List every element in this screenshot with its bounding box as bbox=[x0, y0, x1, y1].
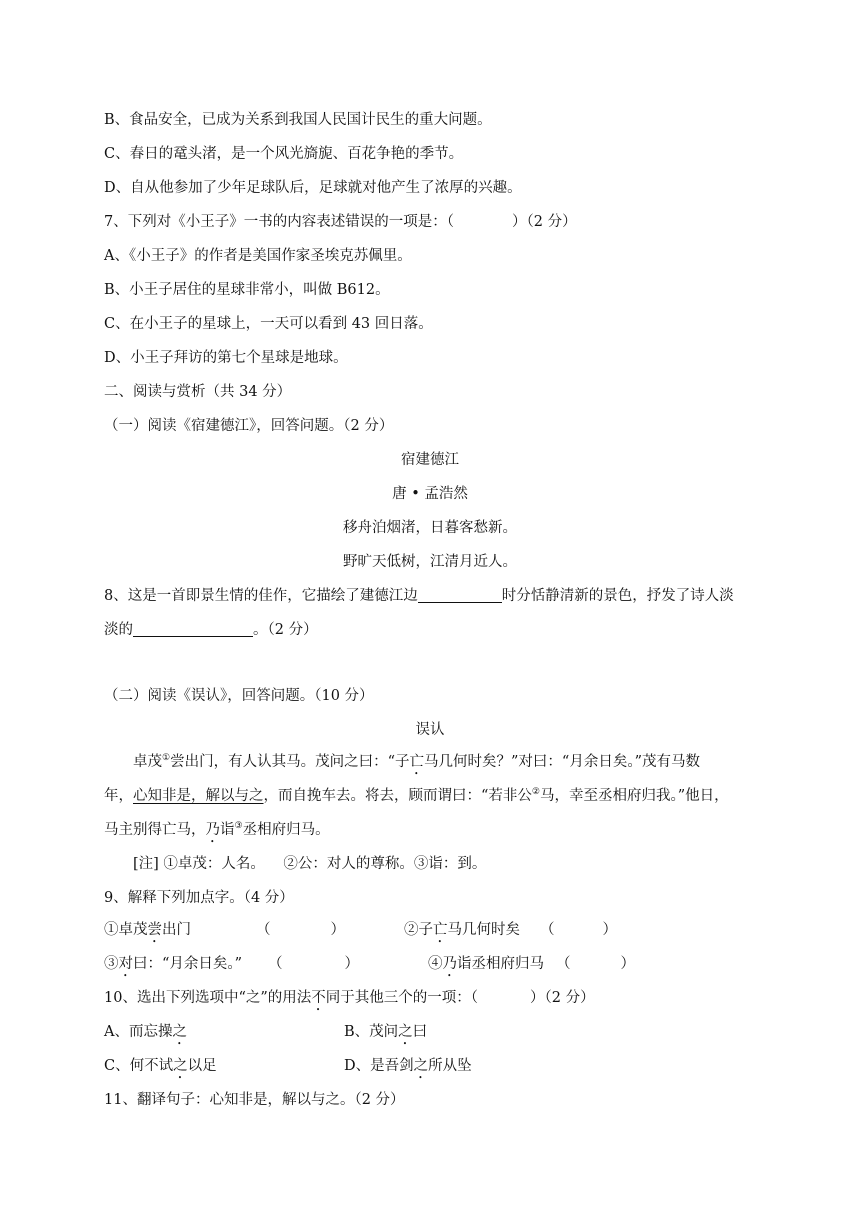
passage-line-3: 马主别得亡马，乃诣③丞相府归马。 bbox=[104, 821, 330, 838]
q10-stem: 10、选出下列选项中“之”的用法不同于其他三个的一项：（ ）（2 分） bbox=[104, 990, 595, 1006]
poem-line-1: 移舟泊烟渚，日暮客愁新。 bbox=[343, 520, 517, 536]
q7-option-b: B、小王子居住的星球非常小，叫做 B612。 bbox=[104, 282, 390, 298]
q9-stem: 9、解释下列加点字。（4 分） bbox=[104, 890, 294, 906]
q10-option-b: B、茂问之曰 bbox=[344, 1024, 428, 1040]
poem-line-2: 野旷天低树，江清月近人。 bbox=[343, 554, 517, 570]
section-2-heading: 二、阅读与赏析（共 34 分） bbox=[104, 384, 292, 400]
q10-option-c: C、何不试之以足 bbox=[104, 1058, 217, 1074]
q7-option-c: C、在小王子的星球上，一天可以看到 43 回日落。 bbox=[104, 316, 433, 332]
q6-option-b: B、食品安全，已成为关系到我国人民国计民生的重大问题。 bbox=[104, 112, 492, 128]
q9-item-3-answer[interactable]: （ ） bbox=[268, 956, 359, 972]
q10-option-a: A、而忘操之 bbox=[104, 1024, 187, 1040]
q9-item-1: ①卓茂尝出门 bbox=[104, 922, 191, 938]
q8-line-2: 淡的 。（2 分） bbox=[104, 622, 318, 638]
passage-line-1: 卓茂①尝出门，有人认其马。茂问之曰：“子亡马几何时矣？”对曰：“月余日矣。”茂有马数 bbox=[133, 753, 700, 770]
passage-title: 误认 bbox=[415, 722, 445, 738]
q7-option-a: A、《小王子》的作者是美国作家圣埃克苏佩里。 bbox=[104, 248, 412, 264]
part-1-heading: （一）阅读《宿建德江》，回答问题。（2 分） bbox=[104, 418, 394, 434]
q6-option-d: D、自从他参加了少年足球队后，足球就对他产生了浓厚的兴趣。 bbox=[104, 180, 522, 196]
q8-blank-1[interactable] bbox=[418, 587, 502, 603]
poem-author: 唐 • 孟浩然 bbox=[392, 486, 468, 502]
q7-stem: 7、下列对《小王子》一书的内容表述错误的一项是：（ ）（2 分） bbox=[104, 214, 577, 230]
poem-title: 宿建德江 bbox=[401, 452, 459, 468]
annotation-note: [注] ①卓茂：人名。 ②公：对人的尊称。③诣：到。 bbox=[133, 856, 487, 872]
q8-blank-2[interactable] bbox=[133, 621, 253, 637]
q9-item-4: ④乃诣丞相府归马 bbox=[428, 956, 544, 972]
q9-item-4-answer[interactable]: （ ） bbox=[556, 956, 635, 972]
part-2-heading: （二）阅读《误认》，回答问题。（10 分） bbox=[104, 688, 374, 704]
q6-option-c: C、春日的鼋头渚，是一个风光旖旎、百花争艳的季节。 bbox=[104, 146, 464, 162]
q9-item-2: ②子亡马几何时矣 bbox=[404, 922, 520, 938]
q10-option-d: D、是吾剑之所从坠 bbox=[344, 1058, 472, 1074]
passage-line-2: 年，心知非是，解以与之，而自挽车去。将去，顾而谓曰：“若非公②马，幸至丞相府归我。”他日， bbox=[104, 787, 729, 804]
q9-item-1-answer[interactable]: （ ） bbox=[256, 922, 345, 938]
q7-option-d: D、小王子拜访的第七个星球是地球。 bbox=[104, 350, 348, 366]
q8-line-1: 8、这是一首即景生情的佳作，它描绘了建德江边 时分恬静清新的景色，抒发了诗人淡 bbox=[104, 588, 734, 604]
q9-item-2-answer[interactable]: （ ） bbox=[540, 922, 617, 938]
q11-stem: 11、翻译句子：心知非是，解以与之。（2 分） bbox=[104, 1092, 405, 1108]
q9-item-3: ③对曰：“月余日矣。” bbox=[104, 956, 243, 972]
